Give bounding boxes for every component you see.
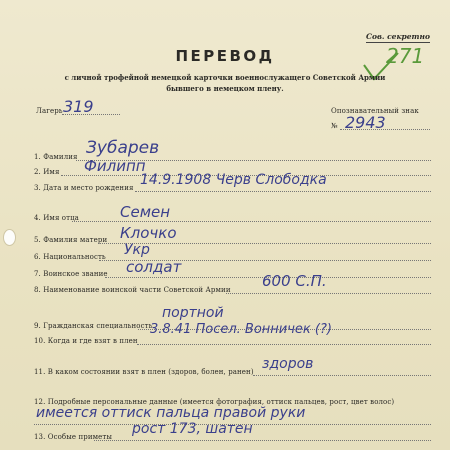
field-7-label: 7. Воинское звание — [34, 270, 108, 278]
field-3-value: 14.9.1908 Черв Слободка — [140, 172, 327, 188]
tag-number-sign: № — [331, 122, 338, 130]
field-6-label: 6. Национальность — [34, 253, 106, 261]
field-3-label: 3. Дата и место рождения — [34, 184, 134, 192]
field-7-value: солдат — [126, 258, 182, 276]
document-subtitle-line2: бывшего в немецком плену. — [166, 84, 284, 93]
field-8-rule — [226, 293, 431, 294]
punch-hole — [3, 229, 16, 246]
field-8-label: 8. Наименование воинской части Советской Армии — [34, 286, 231, 294]
document-title: ПЕРЕВОД — [175, 47, 275, 65]
field-9-value: портной — [162, 305, 224, 321]
field-12-value: имеется оттиск пальца правой руки — [36, 405, 306, 421]
document-subtitle-line1: с личной трофейной немецкой карточки военнослужащего Советской Армии — [64, 73, 386, 82]
field-4-label: 4. Имя отца — [34, 214, 79, 222]
field-10-rule — [137, 344, 431, 345]
field-5-label: 5. Фамилия матери — [34, 236, 108, 244]
field-11-rule — [253, 375, 431, 376]
field-6-value: Укр — [124, 242, 150, 258]
field-11-value: здоров — [262, 356, 314, 372]
field-1-value: Зубарев — [86, 138, 160, 158]
field-9-label: 9. Гражданская специальность — [34, 322, 153, 330]
classification-label: Сов. секретно — [366, 32, 430, 41]
field-8-value: 600 С.П. — [262, 272, 327, 290]
camp-label: Лагерь — [36, 107, 63, 115]
field-10-label: 10. Когда и где взят в плен — [34, 337, 138, 345]
field-12-label: 12. Подробные персональные данные (имеется фотография, оттиск пальцев, рост, цвет волос) — [34, 398, 395, 406]
field-13-label: 13. Особые приметы — [34, 433, 113, 441]
tag-label: Опознавательный знак — [331, 107, 419, 115]
field-5-value: Клочко — [120, 224, 177, 242]
field-13-rule — [94, 440, 431, 441]
field-4-value: Семен — [120, 203, 171, 221]
camp-value: 319 — [63, 97, 94, 116]
field-11-label: 11. В каком состоянии взят в плен (здоров, болен, ранен) — [34, 368, 254, 376]
archive-number: 271 — [386, 44, 425, 68]
field-1-label: 1. Фамилия — [34, 153, 78, 161]
field-13-value: рост 173, шатен — [132, 421, 253, 437]
field-2-label: 2. Имя — [34, 168, 60, 176]
field-3-rule — [135, 191, 431, 192]
tag-value: 2943 — [345, 113, 386, 132]
field-2-value: Филипп — [84, 157, 146, 175]
field-4-rule — [72, 221, 431, 222]
field-10-value: 3.8.41 Посел. Вонничек (?) — [150, 322, 332, 337]
